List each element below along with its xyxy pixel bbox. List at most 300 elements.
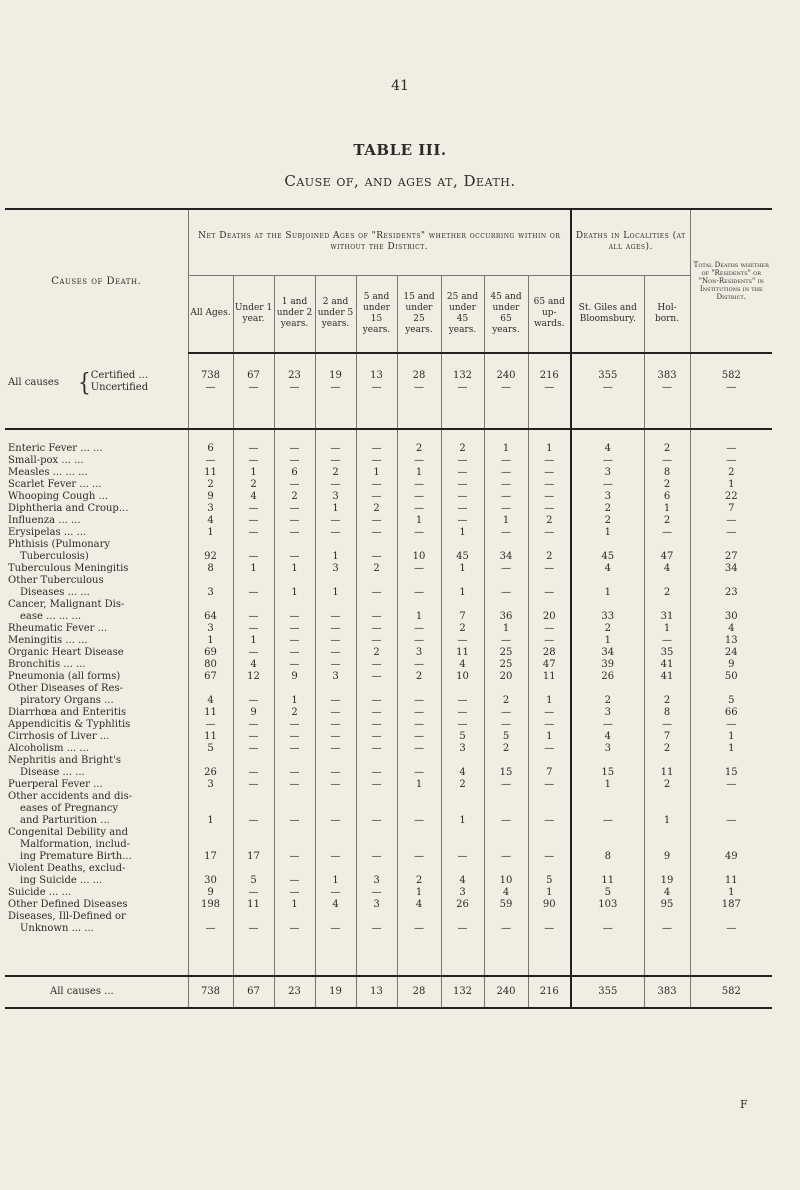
table-row	[5, 599, 772, 623]
table-cell: —	[356, 707, 397, 719]
table-cell: —	[441, 455, 484, 467]
table-cell: 10	[441, 671, 484, 683]
table-cell: 1	[571, 527, 644, 539]
table-cell: —	[274, 659, 315, 671]
table-cell: 1	[690, 743, 772, 755]
table-cell: 47	[644, 539, 690, 563]
table-cell: —	[484, 575, 528, 599]
table-cell: 11	[528, 671, 571, 683]
table-cell: —	[528, 382, 571, 394]
table-cell: —	[528, 479, 571, 491]
cause-label-line: Phthisis (Pulmonary	[8, 539, 111, 550]
cause-label	[5, 707, 188, 719]
table-cell: —	[188, 911, 233, 935]
table-cell: 34	[690, 563, 772, 575]
table-cell: 7	[690, 503, 772, 515]
table-cell: —	[274, 827, 315, 863]
table-cell: 2	[233, 479, 274, 491]
table-cell: 45	[571, 539, 644, 563]
cause-label-line: and Parturition ...	[20, 815, 110, 826]
table-cell: —	[315, 623, 356, 635]
table-row	[5, 635, 772, 647]
table-cell: 3	[188, 779, 233, 791]
table-cell: —	[233, 382, 274, 394]
table-cell: —	[528, 623, 571, 635]
cause-label-line: Other Tuberculous	[8, 575, 104, 586]
table-cell: —	[274, 455, 315, 467]
table-cell: 1	[188, 635, 233, 647]
cause-label	[5, 731, 188, 743]
table-cell: 355	[571, 370, 644, 382]
table-cell: 66	[690, 707, 772, 719]
table-cell: 4	[188, 683, 233, 707]
table-cell: 23	[274, 370, 315, 382]
table-cell: —	[274, 743, 315, 755]
table-cell: 187	[690, 899, 772, 911]
table-cell: 1	[571, 779, 644, 791]
table-cell: 1	[397, 515, 441, 527]
cause-label-line: Bronchitis ... ...	[8, 659, 86, 670]
table-cell: —	[274, 515, 315, 527]
table-cell: 2	[644, 443, 690, 455]
table-cell: 2	[441, 779, 484, 791]
cause-label-line: Enteric Fever ... ...	[8, 443, 103, 454]
page-number: 41	[391, 78, 409, 94]
table-cell: 3	[441, 743, 484, 755]
table-cell: 15	[484, 755, 528, 779]
table-cell: —	[441, 827, 484, 863]
cause-label	[5, 779, 188, 791]
table-cell: 2	[644, 575, 690, 599]
mortality-table-wrapper	[5, 208, 772, 1009]
table-cell: 3	[188, 575, 233, 599]
table-cell: —	[484, 707, 528, 719]
table-row	[5, 887, 772, 899]
table-cell: —	[233, 503, 274, 515]
age-header-15-25: 15 and under 25 years.	[397, 275, 441, 353]
table-cell: 26	[571, 671, 644, 683]
table-cell: —	[441, 491, 484, 503]
table-cell: 45	[441, 539, 484, 563]
table-cell: 67	[233, 370, 274, 382]
table-cell: 1	[397, 467, 441, 479]
cause-label-line: Appendicitis & Typhlitis	[8, 719, 131, 730]
cause-label	[5, 503, 188, 515]
table-cell: 9	[644, 827, 690, 863]
table-row	[5, 443, 772, 455]
table-cell: —	[274, 863, 315, 887]
table-cell: 1	[571, 635, 644, 647]
table-cell: —	[315, 455, 356, 467]
table-cell: 2	[315, 467, 356, 479]
table-cell: 1	[274, 563, 315, 575]
table-subtitle: Cause of, and ages at, Death.	[284, 172, 516, 190]
table-cell: —	[397, 491, 441, 503]
table-cell: 28	[528, 647, 571, 659]
table-cell: 50	[690, 671, 772, 683]
table-cell: —	[315, 599, 356, 623]
table-cell: 2	[397, 863, 441, 887]
table-cell: —	[484, 779, 528, 791]
table-cell: 3	[571, 491, 644, 503]
table-cell: —	[397, 563, 441, 575]
table-cell: —	[441, 467, 484, 479]
table-cell: 1	[315, 503, 356, 515]
table-cell: 2	[571, 623, 644, 635]
cause-label-line: piratory Organs ...	[20, 695, 114, 706]
table-cell: 6	[188, 443, 233, 455]
all-causes-total-row	[5, 976, 772, 1008]
table-cell: —	[397, 683, 441, 707]
table-cell: 132	[441, 976, 484, 1008]
table-cell: 27	[690, 539, 772, 563]
cause-label-line: Erysipelas ... ...	[8, 527, 87, 538]
table-cell: —	[528, 635, 571, 647]
cause-label-line: Congenital Debility and	[8, 827, 129, 838]
table-cell: 69	[188, 647, 233, 659]
table-cell: 383	[644, 976, 690, 1008]
table-cell: 7	[644, 731, 690, 743]
cause-label-line: Organic Heart Disease	[8, 647, 124, 658]
table-cell: 49	[690, 827, 772, 863]
table-cell: 4	[188, 515, 233, 527]
locality-header-holborn: Hol-born.	[644, 275, 690, 353]
table-cell: 1	[356, 467, 397, 479]
table-cell: —	[274, 647, 315, 659]
table-cell: —	[315, 827, 356, 863]
cause-label-line: Suicide ... ...	[8, 887, 72, 898]
cause-label-line: Measles ... ... ...	[8, 467, 88, 478]
table-cell: —	[528, 503, 571, 515]
table-cell: 30	[690, 599, 772, 623]
cause-label-line: Influenza ... ...	[8, 515, 81, 526]
table-cell: 6	[644, 491, 690, 503]
cause-label-line: Other Diseases of Res-	[8, 683, 123, 694]
cause-label	[5, 455, 188, 467]
cause-label-line: Disease ... ...	[20, 767, 85, 778]
locality-header-st-giles: St. Giles and Bloomsbury.	[571, 275, 644, 353]
table-cell: —	[690, 719, 772, 731]
table-cell: —	[397, 719, 441, 731]
table-cell: 7	[441, 599, 484, 623]
table-cell: —	[188, 455, 233, 467]
cause-label	[5, 491, 188, 503]
table-cell: —	[528, 743, 571, 755]
table-cell: 4	[644, 563, 690, 575]
table-row	[5, 455, 772, 467]
left-brace-icon: {	[78, 367, 91, 397]
table-cell: —	[356, 479, 397, 491]
table-cell: —	[274, 479, 315, 491]
table-cell: —	[274, 887, 315, 899]
table-cell: —	[484, 827, 528, 863]
table-cell: —	[528, 719, 571, 731]
table-cell: —	[356, 623, 397, 635]
table-cell: 1	[233, 635, 274, 647]
table-cell: 80	[188, 659, 233, 671]
cause-label	[5, 863, 188, 887]
table-cell: 4	[571, 731, 644, 743]
table-cell: —	[356, 791, 397, 827]
table-cell: 17	[233, 827, 274, 863]
table-cell: —	[441, 683, 484, 707]
table-cell: 9	[690, 659, 772, 671]
table-row	[5, 683, 772, 707]
table-cell: —	[356, 827, 397, 863]
table-cell: 4	[441, 863, 484, 887]
table-cell: —	[356, 455, 397, 467]
table-row	[5, 647, 772, 659]
table-cell: —	[274, 443, 315, 455]
cause-of-death-table	[5, 208, 772, 1009]
table-cell: —	[441, 479, 484, 491]
table-cell: —	[644, 382, 690, 394]
table-cell: 9	[233, 707, 274, 719]
table-cell: 92	[188, 539, 233, 563]
table-cell: 9	[274, 671, 315, 683]
table-cell: 25	[484, 647, 528, 659]
age-header-25-45: 25 and under 45 years.	[441, 275, 484, 353]
table-row	[5, 743, 772, 755]
table-cell: 1	[274, 899, 315, 911]
cause-label-line: Malformation, includ-	[20, 839, 131, 850]
table-cell: —	[690, 443, 772, 455]
table-cell: 11	[188, 707, 233, 719]
cause-label	[5, 623, 188, 635]
table-cell: 64	[188, 599, 233, 623]
table-cell: 3	[315, 563, 356, 575]
table-cell: —	[315, 515, 356, 527]
table-cell: 15	[571, 755, 644, 779]
table-cell: —	[356, 382, 397, 394]
cause-label-line: Pneumonia (all forms)	[8, 671, 121, 682]
table-cell: —	[571, 719, 644, 731]
table-cell: —	[441, 719, 484, 731]
table-body	[5, 353, 772, 1008]
table-cell: —	[233, 443, 274, 455]
table-cell: —	[274, 527, 315, 539]
cause-label	[5, 791, 188, 827]
table-row	[5, 527, 772, 539]
table-cell: 2	[571, 683, 644, 707]
table-cell: 1	[188, 791, 233, 827]
cause-label	[5, 887, 188, 899]
table-cell: 1	[441, 575, 484, 599]
table-cell: —	[441, 382, 484, 394]
table-cell: —	[397, 455, 441, 467]
table-cell: —	[356, 671, 397, 683]
cause-label	[5, 647, 188, 659]
table-title: TABLE III.	[353, 141, 447, 159]
table-cell: —	[274, 755, 315, 779]
table-cell: —	[690, 791, 772, 827]
table-cell: 1	[397, 887, 441, 899]
table-cell: 22	[690, 491, 772, 503]
table-cell: 28	[397, 370, 441, 382]
table-cell: 1	[274, 683, 315, 707]
table-cell: —	[571, 382, 644, 394]
table-cell: —	[644, 719, 690, 731]
table-cell: 4	[484, 887, 528, 899]
cause-label	[5, 743, 188, 755]
table-cell: 1	[274, 575, 315, 599]
age-header-5-15: 5 and under 15 years.	[356, 275, 397, 353]
table-cell: 3	[571, 743, 644, 755]
cause-label-line: Violent Deaths, exclud-	[8, 863, 126, 874]
table-cell: —	[315, 707, 356, 719]
table-cell: 1	[528, 443, 571, 455]
table-cell: 2	[644, 683, 690, 707]
cause-label-line: Unknown ... ...	[20, 923, 94, 934]
table-cell: 6	[274, 467, 315, 479]
table-cell: 11	[690, 863, 772, 887]
cause-label-line: Cancer, Malignant Dis-	[8, 599, 125, 610]
table-row	[5, 911, 772, 935]
table-cell: 103	[571, 899, 644, 911]
table-cell: 5	[188, 743, 233, 755]
table-cell: —	[484, 503, 528, 515]
table-cell: 2	[274, 707, 315, 719]
table-cell: —	[274, 779, 315, 791]
table-cell: 3	[356, 899, 397, 911]
table-cell: 30	[188, 863, 233, 887]
table-cell: 4	[441, 755, 484, 779]
table-cell: 582	[690, 976, 772, 1008]
table-cell: 2	[356, 647, 397, 659]
cause-label-line: Scarlet Fever ... ...	[8, 479, 102, 490]
table-cell: —	[397, 707, 441, 719]
table-cell: 4	[315, 899, 356, 911]
table-cell: 10	[484, 863, 528, 887]
table-row	[5, 659, 772, 671]
table-cell: 1	[571, 575, 644, 599]
table-cell: —	[397, 827, 441, 863]
table-cell: —	[315, 755, 356, 779]
table-cell: 5	[528, 863, 571, 887]
cause-label-line: Diseases ... ...	[20, 587, 90, 598]
cause-label-line: ing Suicide ... ...	[20, 875, 103, 886]
table-cell: —	[315, 719, 356, 731]
table-cell: 1	[690, 731, 772, 743]
table-cell: —	[441, 707, 484, 719]
table-cell: —	[484, 491, 528, 503]
table-cell: 4	[233, 491, 274, 503]
table-cell: 1	[690, 887, 772, 899]
table-row	[5, 731, 772, 743]
age-header-65-up: 65 and up-wards.	[528, 275, 571, 353]
table-cell: 10	[397, 539, 441, 563]
table-cell: —	[233, 575, 274, 599]
table-cell: —	[356, 575, 397, 599]
table-cell: 33	[571, 599, 644, 623]
table-cell: —	[233, 647, 274, 659]
table-cell: —	[484, 911, 528, 935]
table-row	[5, 755, 772, 779]
table-cell: —	[315, 887, 356, 899]
table-cell: 19	[644, 863, 690, 887]
table-cell: —	[397, 479, 441, 491]
table-cell: —	[315, 791, 356, 827]
cause-label-line: eases of Pregnancy	[20, 803, 119, 814]
cause-label	[5, 575, 188, 599]
table-cell: —	[274, 635, 315, 647]
table-cell: 13	[356, 976, 397, 1008]
table-cell: 4	[644, 887, 690, 899]
table-cell: —	[644, 527, 690, 539]
table-cell: 23	[690, 575, 772, 599]
table-cell: 4	[571, 443, 644, 455]
cause-label	[5, 755, 188, 779]
table-cell: 20	[528, 599, 571, 623]
table-cell: 3	[571, 467, 644, 479]
table-cell: 5	[484, 731, 528, 743]
table-cell: 3	[315, 491, 356, 503]
table-cell: 19	[315, 976, 356, 1008]
table-cell: —	[233, 911, 274, 935]
table-row	[5, 491, 772, 503]
table-cell: 2	[356, 563, 397, 575]
table-cell: —	[274, 382, 315, 394]
age-header-all: All Ages.	[188, 275, 233, 353]
table-cell: —	[315, 911, 356, 935]
table-cell: 1	[233, 467, 274, 479]
cause-label	[5, 659, 188, 671]
table-cell: 4	[690, 623, 772, 635]
table-cell: —	[397, 503, 441, 515]
cause-label-line: Whooping Cough ...	[8, 491, 109, 502]
table-cell: 216	[528, 370, 571, 382]
table-cell: 738	[188, 976, 233, 1008]
table-cell: 1	[315, 863, 356, 887]
table-cell: —	[528, 827, 571, 863]
table-cell: —	[397, 791, 441, 827]
table-cell: 35	[644, 647, 690, 659]
table-cell: —	[571, 479, 644, 491]
cause-label-line: Other Defined Diseases	[8, 899, 128, 910]
all-causes-label-cell	[5, 367, 188, 397]
table-cell: —	[315, 779, 356, 791]
table-cell: 4	[441, 659, 484, 671]
table-cell: —	[233, 755, 274, 779]
table-cell: —	[315, 443, 356, 455]
table-cell: —	[356, 443, 397, 455]
table-cell: —	[188, 719, 233, 731]
table-cell: —	[690, 527, 772, 539]
table-cell: —	[690, 911, 772, 935]
table-cell: —	[397, 575, 441, 599]
all-causes-certified-row	[5, 370, 772, 382]
cause-label	[5, 635, 188, 647]
table-row	[5, 707, 772, 719]
table-row	[5, 671, 772, 683]
table-cell: 1	[441, 791, 484, 827]
cause-label	[5, 827, 188, 863]
table-cell: —	[315, 683, 356, 707]
table-cell: 2	[397, 443, 441, 455]
table-row	[5, 863, 772, 887]
age-header-1-2: 1 and under 2 years.	[274, 275, 315, 353]
table-row	[5, 791, 772, 827]
table-cell: 582	[690, 370, 772, 382]
table-cell: 2	[644, 779, 690, 791]
table-cell: 34	[571, 647, 644, 659]
table-cell: 1	[441, 563, 484, 575]
table-cell: 13	[690, 635, 772, 647]
table-cell: 5	[571, 887, 644, 899]
table-cell: —	[356, 755, 397, 779]
table-cell: 2	[441, 623, 484, 635]
table-cell: 3	[571, 707, 644, 719]
